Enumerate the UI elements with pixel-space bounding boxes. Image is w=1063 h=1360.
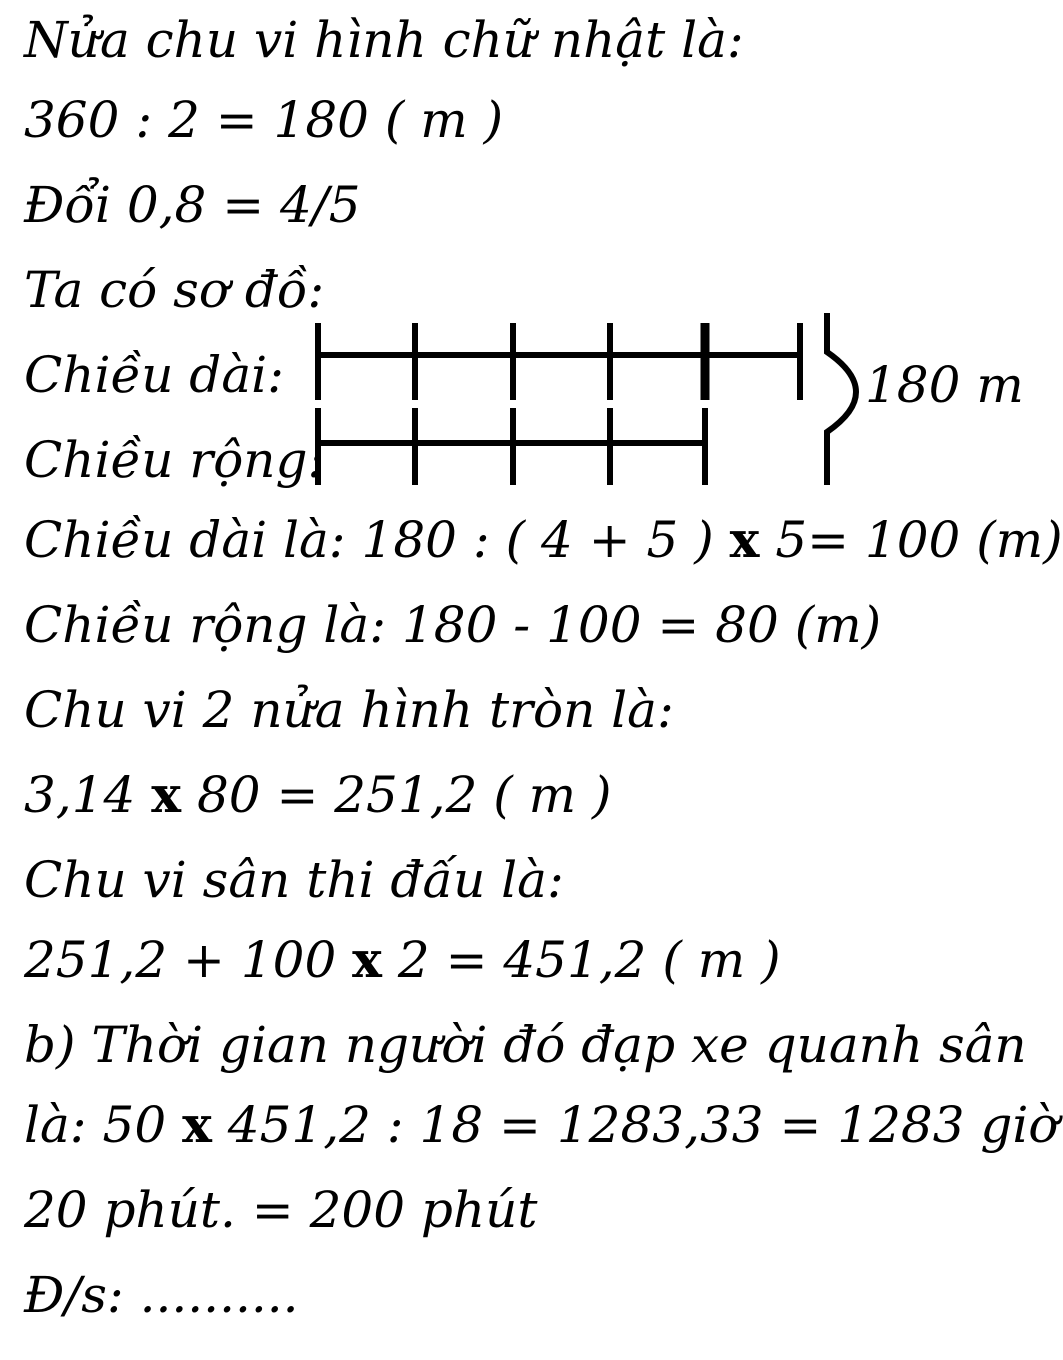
line-length-label: Chiều dài: xyxy=(24,346,284,404)
brace-shape xyxy=(827,313,856,485)
multiply-sign: x xyxy=(182,1095,212,1154)
semicircle-calc-part1: 3,14 xyxy=(24,766,152,824)
multiply-sign: x xyxy=(352,930,382,989)
field-calc-part1: 251,2 + 100 xyxy=(24,931,353,989)
line-field-perimeter-calc xyxy=(24,930,781,990)
line-time-calc xyxy=(24,1095,1059,1155)
multiply-sign: x xyxy=(729,510,760,569)
line-part-b: b) Thời gian người đó đạp xe quanh sân xyxy=(24,1016,1027,1074)
line-field-perimeter-title: Chu vi sân thi đấu là: xyxy=(24,851,564,909)
line-convert: Đổi 0,8 = 4/5 xyxy=(24,176,361,234)
length-calc-part2: 5= 100 (m) xyxy=(759,511,1063,569)
line-answer: Đ/s: .......... xyxy=(24,1266,299,1324)
length-calc-part1: Chiều dài là: 180 : ( 4 + 5 ) xyxy=(24,511,730,569)
line-length-calc xyxy=(24,510,1063,570)
field-calc-part2: 2 = 451,2 ( m ) xyxy=(381,931,781,989)
time-calc-part2: 451,2 : 18 = 1283,33 = 1283 giờ xyxy=(211,1096,1059,1154)
line-half-perimeter-calc: 360 : 2 = 180 ( m ) xyxy=(24,91,504,149)
line-semicircle-calc xyxy=(24,765,612,825)
line-semicircle-title: Chu vi 2 nửa hình tròn là: xyxy=(24,681,674,739)
line-diagram-intro: Ta có sơ đồ: xyxy=(24,261,325,319)
line-time-result: 20 phút. = 200 phút xyxy=(24,1181,538,1239)
line-half-perimeter-title: Nửa chu vi hình chữ nhật là: xyxy=(24,11,744,69)
time-calc-part1: là: 50 xyxy=(24,1096,183,1154)
line-width-label: Chiều rộng: xyxy=(24,431,325,489)
total-label: 180 m xyxy=(865,356,1024,414)
multiply-sign: x xyxy=(151,765,182,824)
line-width-calc: Chiều rộng là: 180 - 100 = 80 (m) xyxy=(24,596,882,654)
semicircle-calc-part2: 80 = 251,2 ( m ) xyxy=(181,766,612,824)
